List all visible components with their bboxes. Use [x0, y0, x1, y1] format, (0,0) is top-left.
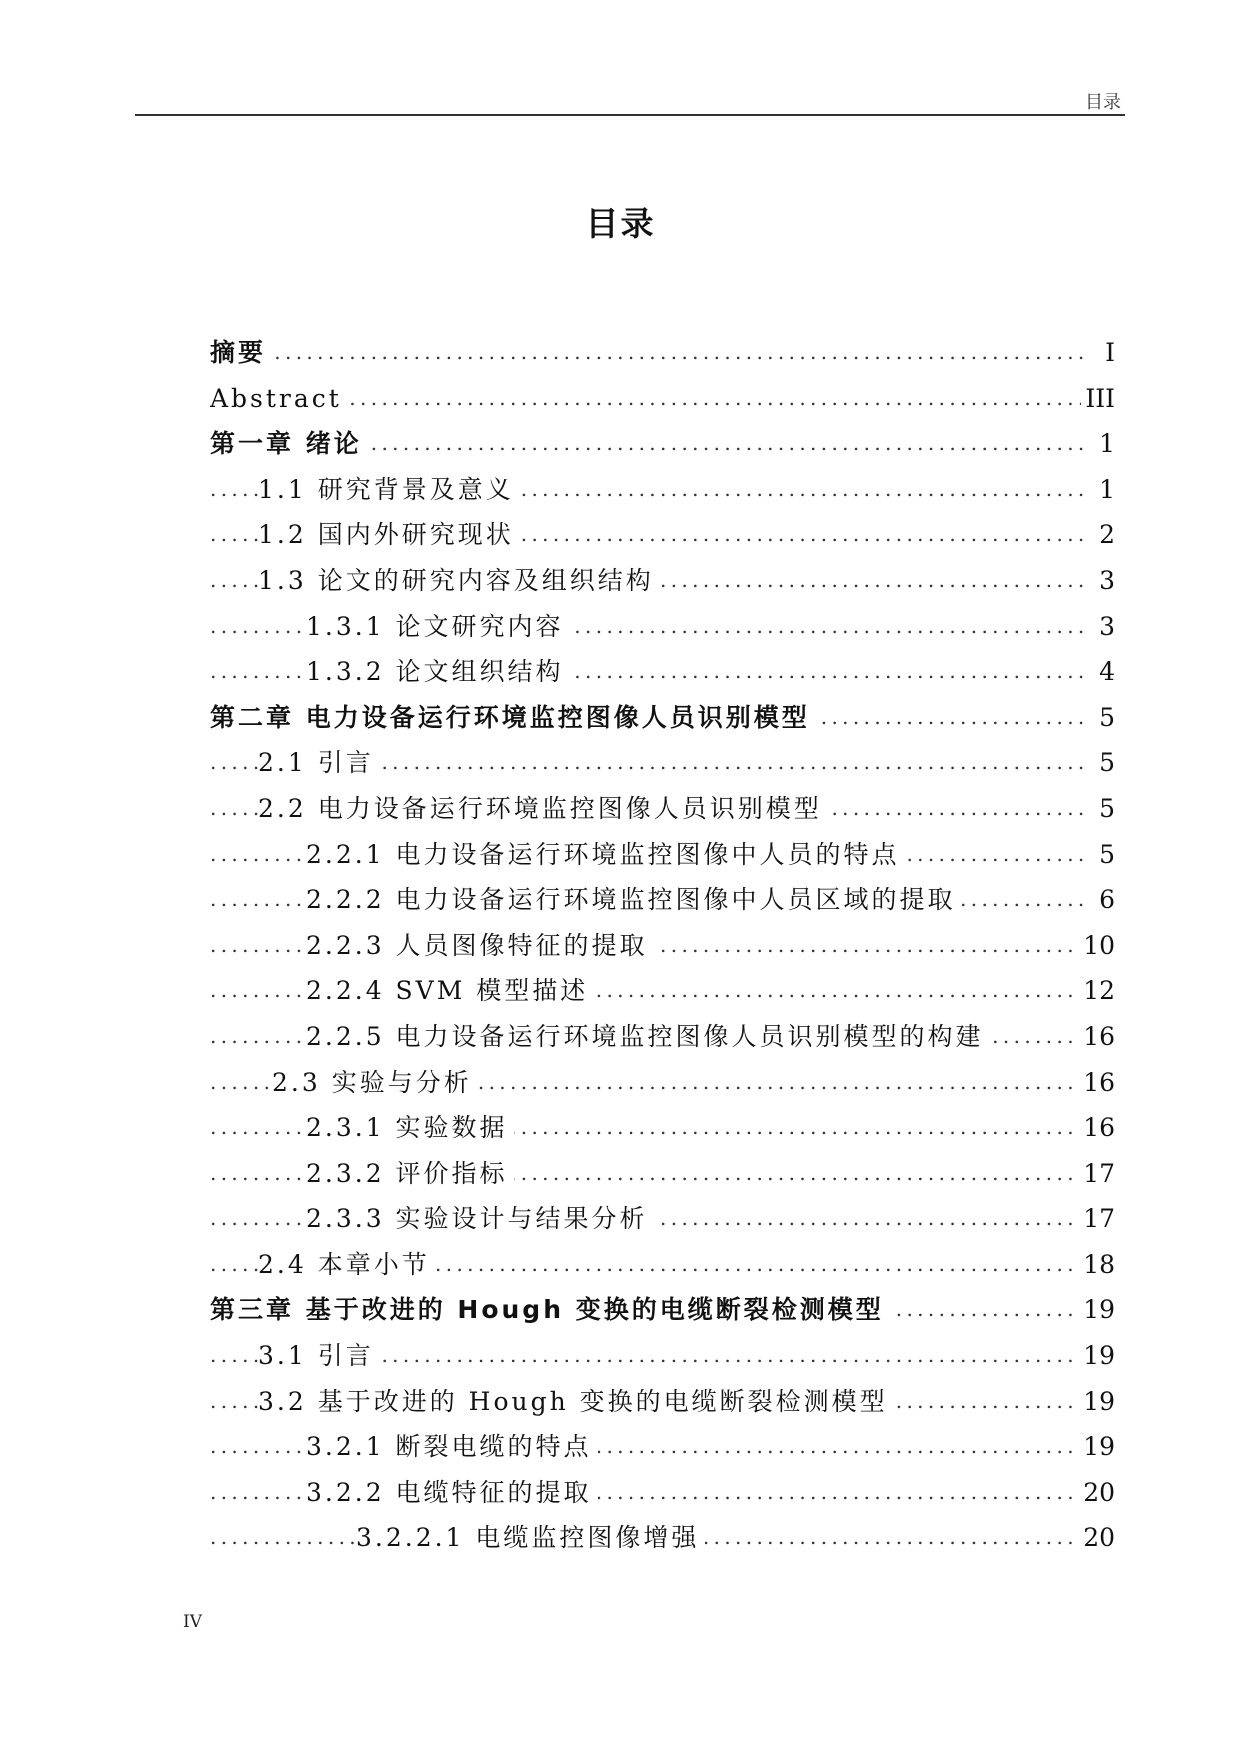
toc-entry-title: 第一章 绪论 — [210, 429, 368, 458]
toc-entry-title: 3.2.2 电缆特征的提取 — [306, 1478, 598, 1507]
toc-entry[interactable] — [210, 1060, 1115, 1106]
toc-entry[interactable] — [210, 330, 1115, 376]
toc-entry[interactable] — [210, 786, 1115, 832]
toc-entry-page: 4 — [1095, 649, 1115, 695]
toc-entry[interactable] — [210, 558, 1115, 604]
page-title: 目录 — [585, 204, 656, 243]
toc-entry-title: 2.3.1 实验数据 — [306, 1113, 514, 1142]
toc-entry-page: 12 — [1079, 968, 1115, 1014]
toc-entry-title: 2.2.5 电力设备运行环境监控图像人员识别模型的构建 — [306, 1022, 990, 1051]
table-of-contents — [210, 330, 1115, 1561]
toc-entry-title: 3.2.2.1 电缆监控图像增强 — [356, 1523, 705, 1552]
toc-entry-page: 19 — [1079, 1379, 1115, 1425]
toc-entry-page: 16 — [1079, 1014, 1115, 1060]
toc-entry-title: 2.4 本章小节 — [258, 1250, 436, 1279]
toc-entry[interactable] — [210, 649, 1115, 695]
toc-entry-page: 20 — [1079, 1515, 1115, 1561]
toc-entry[interactable] — [210, 512, 1115, 558]
toc-entry-page: 2 — [1095, 512, 1115, 558]
toc-entry-page: III — [1081, 376, 1115, 422]
toc-entry[interactable] — [210, 832, 1115, 878]
toc-entry-title: 2.2 电力设备运行环境监控图像人员识别模型 — [258, 794, 828, 823]
toc-entry-title: 2.2.4 SVM 模型描述 — [306, 976, 594, 1005]
toc-entry-title: 2.3 实验与分析 — [272, 1068, 478, 1097]
toc-entry[interactable] — [210, 695, 1115, 741]
toc-entry-page: 19 — [1079, 1287, 1115, 1333]
toc-entry-page: 1 — [1095, 467, 1115, 513]
toc-entry-title: 1.3.1 论文研究内容 — [306, 612, 570, 641]
toc-entry[interactable] — [210, 740, 1115, 786]
toc-entry[interactable] — [210, 1424, 1115, 1470]
toc-entry-page: 16 — [1079, 1105, 1115, 1151]
toc-entry-page: 5 — [1095, 786, 1115, 832]
toc-entry-page: 19 — [1079, 1333, 1115, 1379]
toc-entry[interactable] — [210, 421, 1115, 467]
page-number: IV — [183, 1612, 202, 1632]
toc-entry[interactable] — [210, 1242, 1115, 1288]
toc-entry-page: 3 — [1095, 604, 1115, 650]
toc-entry-page: 20 — [1079, 1470, 1115, 1516]
toc-entry[interactable] — [210, 1287, 1115, 1333]
toc-entry[interactable] — [210, 467, 1115, 513]
toc-entry-page: 18 — [1079, 1242, 1115, 1288]
toc-entry-title: 2.2.2 电力设备运行环境监控图像中人员区域的提取 — [306, 885, 962, 914]
toc-entry-title: 1.3 论文的研究内容及组织结构 — [258, 566, 660, 595]
toc-entry-page: 5 — [1095, 695, 1115, 741]
toc-entry-page: 16 — [1079, 1060, 1115, 1106]
toc-entry[interactable] — [210, 968, 1115, 1014]
toc-entry-page: 6 — [1095, 877, 1115, 923]
toc-entry-title: 3.2 基于改进的 Hough 变换的电缆断裂检测模型 — [258, 1387, 894, 1416]
toc-entry-page: 1 — [1095, 421, 1115, 467]
toc-entry-title: 2.3.2 评价指标 — [306, 1159, 514, 1188]
toc-entry[interactable] — [210, 1379, 1115, 1425]
toc-entry-title: 1.1 研究背景及意义 — [258, 475, 520, 504]
toc-entry[interactable] — [210, 1105, 1115, 1151]
toc-entry[interactable] — [210, 1151, 1115, 1197]
toc-entry-title: 2.3.3 实验设计与结果分析 — [306, 1204, 654, 1233]
toc-entry-title: 2.2.1 电力设备运行环境监控图像中人员的特点 — [306, 840, 906, 869]
toc-entry[interactable] — [210, 1014, 1115, 1060]
toc-entry-title: 第三章 基于改进的 Hough 变换的电缆断裂检测模型 — [210, 1295, 890, 1324]
toc-entry-page: 17 — [1079, 1151, 1115, 1197]
toc-entry[interactable] — [210, 604, 1115, 650]
toc-entry[interactable] — [210, 1196, 1115, 1242]
toc-entry[interactable] — [210, 923, 1115, 969]
toc-entry-title: Abstract — [210, 384, 348, 413]
toc-entry-title: 3.1 引言 — [258, 1341, 380, 1370]
toc-entry-title: 3.2.1 断裂电缆的特点 — [306, 1432, 598, 1461]
toc-entry-page: 5 — [1095, 740, 1115, 786]
toc-entry-page: 5 — [1095, 832, 1115, 878]
toc-entry-page: I — [1101, 330, 1115, 376]
toc-entry-page: 10 — [1079, 923, 1115, 969]
toc-entry[interactable] — [210, 1470, 1115, 1516]
toc-entry[interactable] — [210, 376, 1115, 422]
toc-entry-title: 1.2 国内外研究现状 — [258, 520, 520, 549]
toc-entry-page: 3 — [1095, 558, 1115, 604]
toc-entry-title: 摘要 — [210, 338, 272, 367]
toc-entry-page: 17 — [1079, 1196, 1115, 1242]
toc-entry-title: 1.3.2 论文组织结构 — [306, 657, 570, 686]
toc-entry[interactable] — [210, 1515, 1115, 1561]
toc-entry[interactable] — [210, 877, 1115, 923]
running-header: 目录 — [1085, 92, 1121, 113]
toc-entry-title: 2.1 引言 — [258, 748, 380, 777]
header-rule — [135, 114, 1125, 116]
toc-entry-title: 第二章 电力设备运行环境监控图像人员识别模型 — [210, 703, 816, 732]
toc-entry[interactable] — [210, 1333, 1115, 1379]
toc-entry-title: 2.2.3 人员图像特征的提取 — [306, 931, 654, 960]
toc-entry-page: 19 — [1079, 1424, 1115, 1470]
